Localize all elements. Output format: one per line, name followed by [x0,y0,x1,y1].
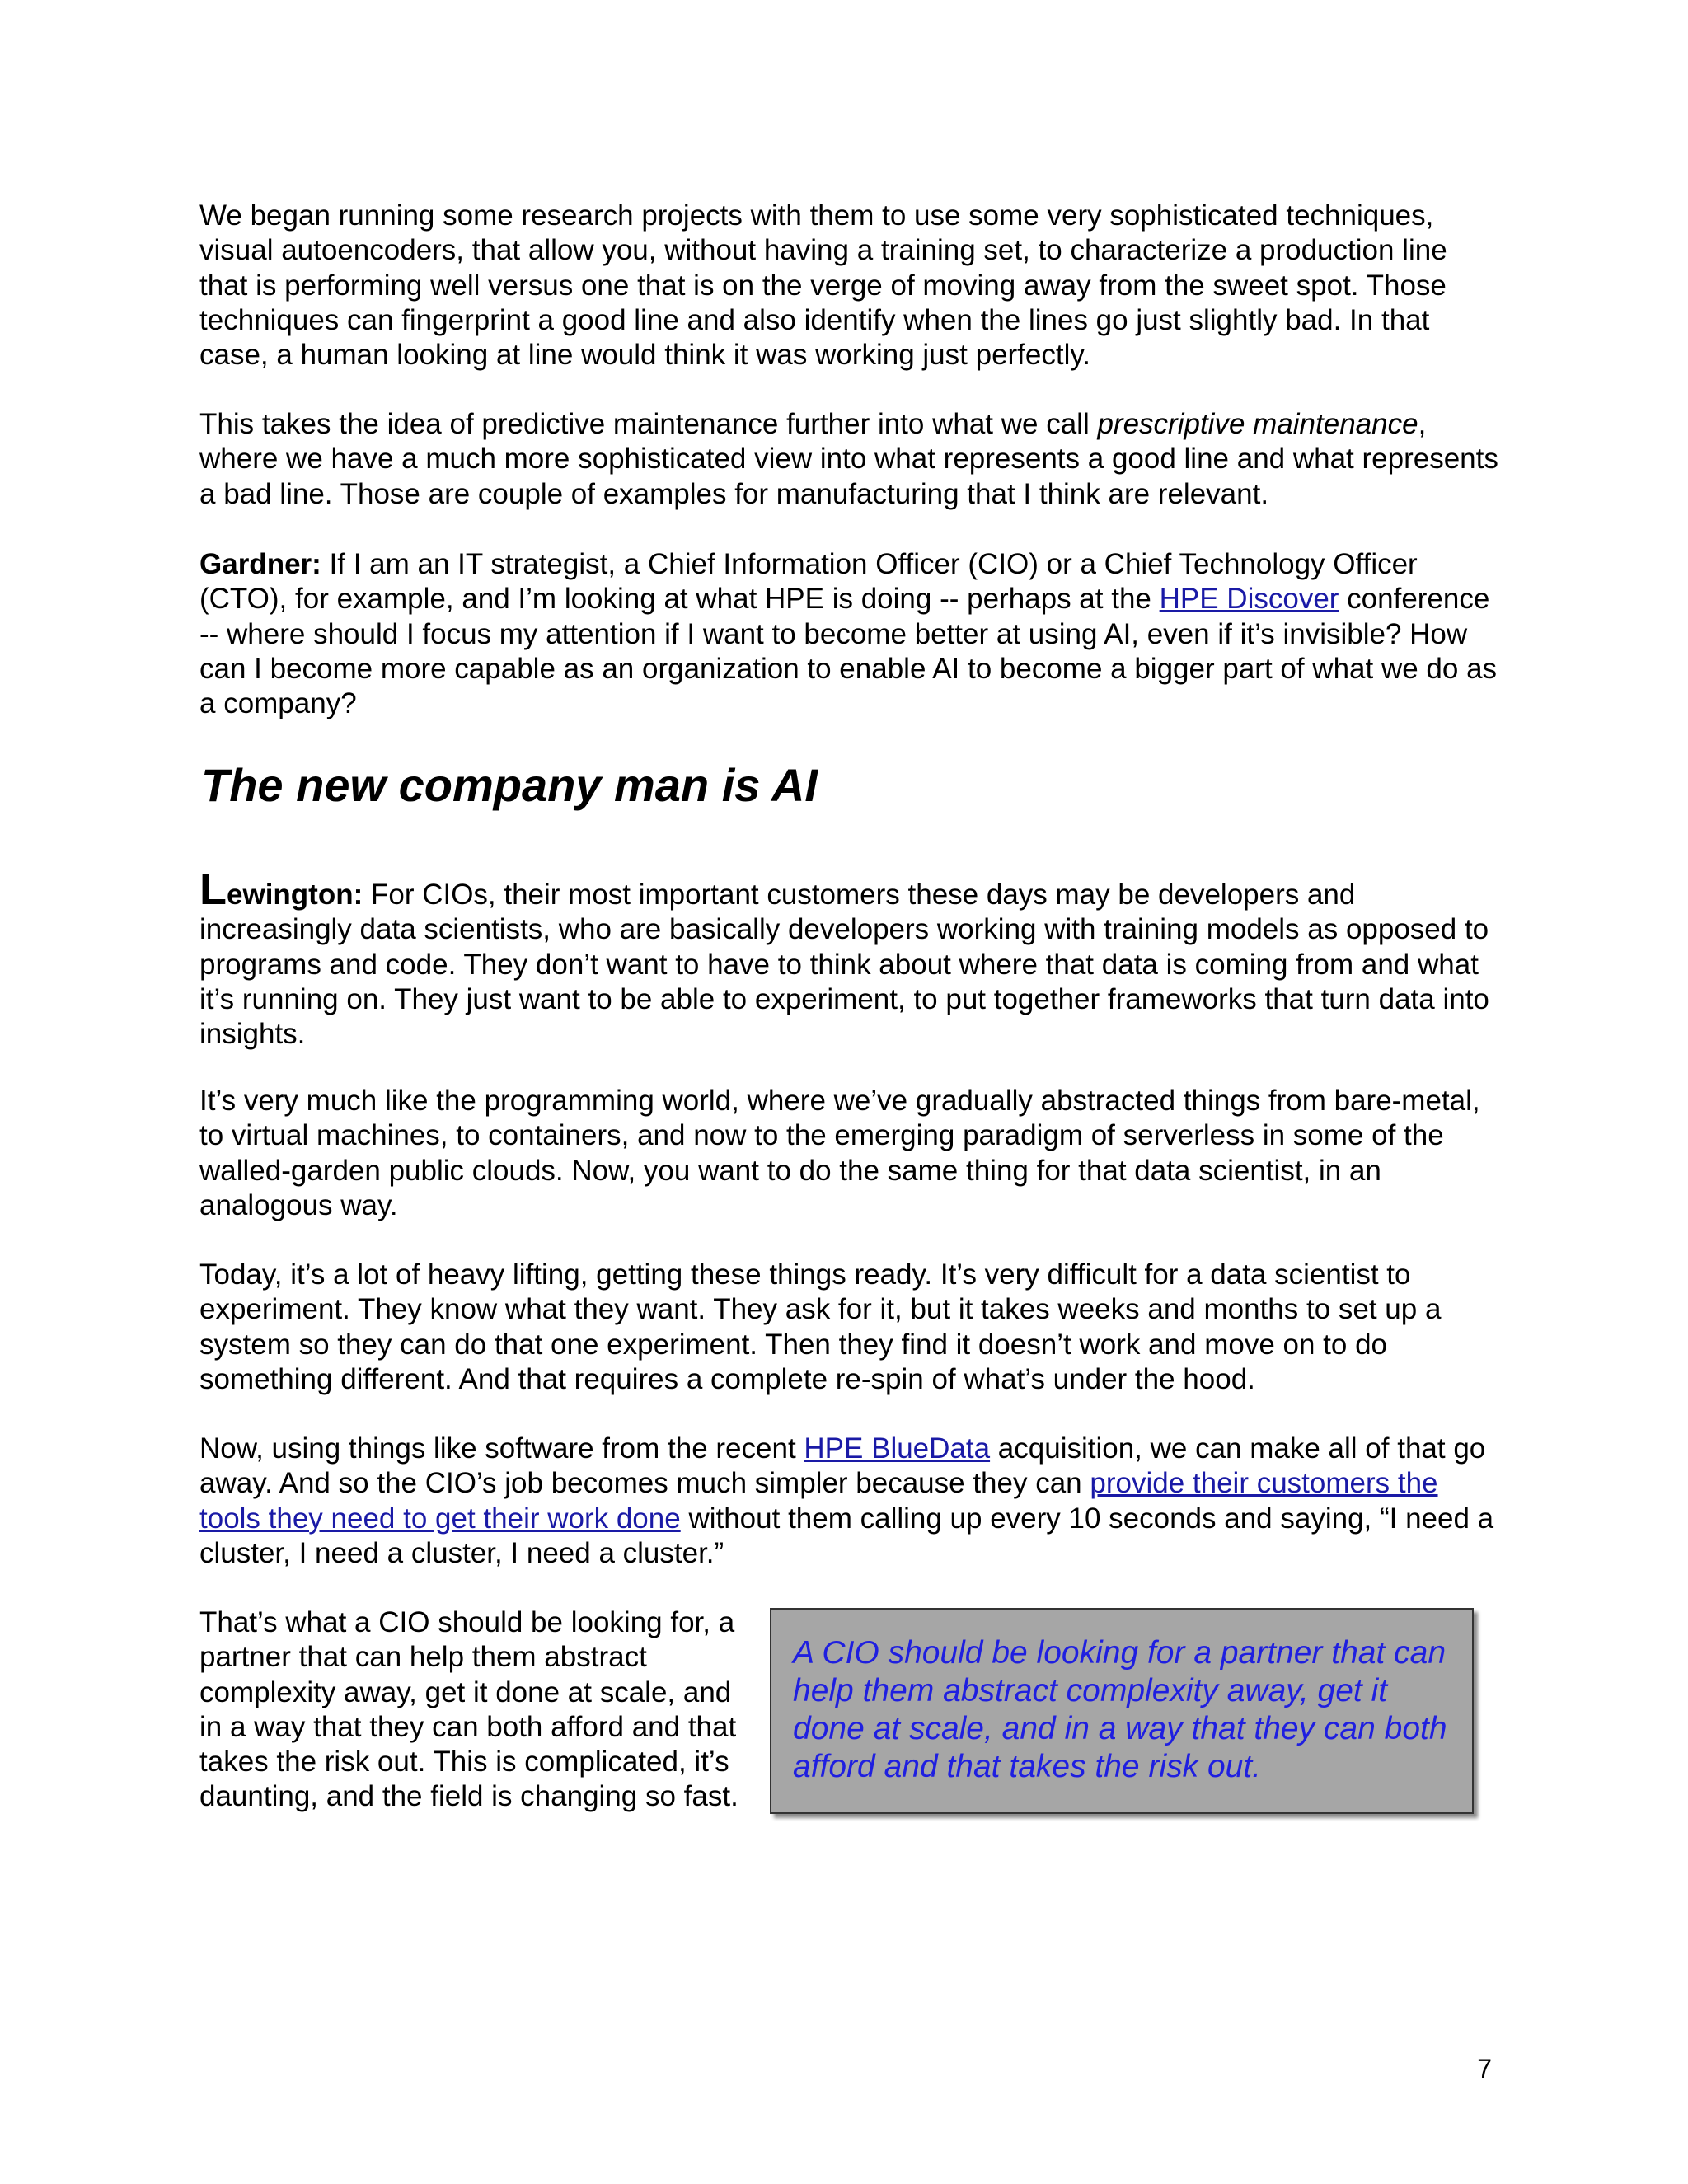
paragraph-cio-partner: That’s what a CIO should be looking for, a partner that can help them abstract complexity away, get it done at scale, and in a way that they can both afford and that takes the risk out. This is complicated, it’s daunting, and the field is changing so fast. [199,1606,738,1813]
drop-cap: L [199,865,227,914]
paragraph-text: For CIOs, their most important customers these days may be developers and increasingly data scientists, who are basically developers working with training models as opposed to programs and code. They don’t want to have to think about where that data is coming from and what it’s running on. They just want to be able to experiment, to put together frameworks that turn data into insights. [199,879,1489,1051]
paragraph-gardner-question [199,547,1502,721]
paragraph-text: without them calling up every 10 seconds and saying, “I need a cluster, I need a cluster, I need a cluster.” [199,1502,1494,1569]
paragraph-lewington-answer [199,865,1502,1052]
paragraph-bluedata [199,1432,1502,1571]
paragraph-autoencoders: We began running some research projects with them to use some very sophisticated techniques, visual autoencoders, that allow you, without having a training set, to characterize a production line that is performing well versus one that is on the verge of moving away from the sweet spot. Those techniques can fingerprint a good line and also identify when the lines go just slightly bad. In that case, a human looking at line would think it was working just perfectly. [199,199,1447,372]
speaker-name-rest: ewington: [227,879,363,911]
section-heading: The new company man is AI [201,759,818,811]
paragraph-text: acquisition, we can make all of that go away. And so the CIO’s job becomes much simpler because they can [199,1432,1486,1500]
emphasis-prescriptive-maintenance: prescriptive maintenance [1097,408,1418,440]
pull-quote-box [770,1608,1474,1814]
paragraph-prescriptive-maintenance [199,407,1502,512]
paragraph-programming-world: It’s very much like the programming world, where we’ve gradually abstracted things from bare-metal, to virtual machines, to containers, and now to the emerging paradigm of serverless in some of the walled-garden public clouds. Now, you want to do the same thing for that data scientist, in an analogous way. [199,1085,1480,1221]
hpe-bluedata-link[interactable]: HPE BlueData [804,1432,991,1465]
hpe-discover-link[interactable]: HPE Discover [1159,583,1339,616]
paragraph-heavy-lifting: Today, it’s a lot of heavy lifting, getting these things ready. It’s very difficult for a data scientist to experiment. They know what they want. They ask for it, but it takes weeks and months to set up a system so they can do that one experiment. Then they find it doesn’t work and move on to do something different. And that requires a complete re-spin of what’s under the hood. [199,1258,1442,1395]
provide-tools-link[interactable]: provide their customers the tools they need to get their work done [199,1467,1438,1535]
speaker-gardner: Gardner: [199,548,321,580]
speaker-lewington [199,865,363,914]
pull-quote-text: A CIO should be looking for a partner that can help them abstract complexity away, get it done at scale, and in a way that they can both afford and that takes the risk out. [793,1635,1447,1784]
page-number: 7 [1477,2054,1492,2083]
paragraph-text: Now, using things like software from the recent [199,1432,804,1465]
paragraph-text: conference -- where should I focus my attention if I want to become better at using AI, even if it’s invisible? How can I become more capable as an organization to enable AI to become a bigger part of what we do as a company? [199,583,1498,720]
paragraph-text: If I am an IT strategist, a Chief Information Officer (CIO) or a Chief Technology Officer (CTO), for example, and I’m looking at what HPE is doing -- perhaps at the [199,548,1418,616]
paragraph-text: This takes the idea of predictive maintenance further into what we call [199,408,1098,440]
paragraph-text: , where we have a much more sophisticated view into what represents a good line and what represents a bad line. Those are couple of examples for manufacturing that I think are relevant. [199,408,1498,510]
